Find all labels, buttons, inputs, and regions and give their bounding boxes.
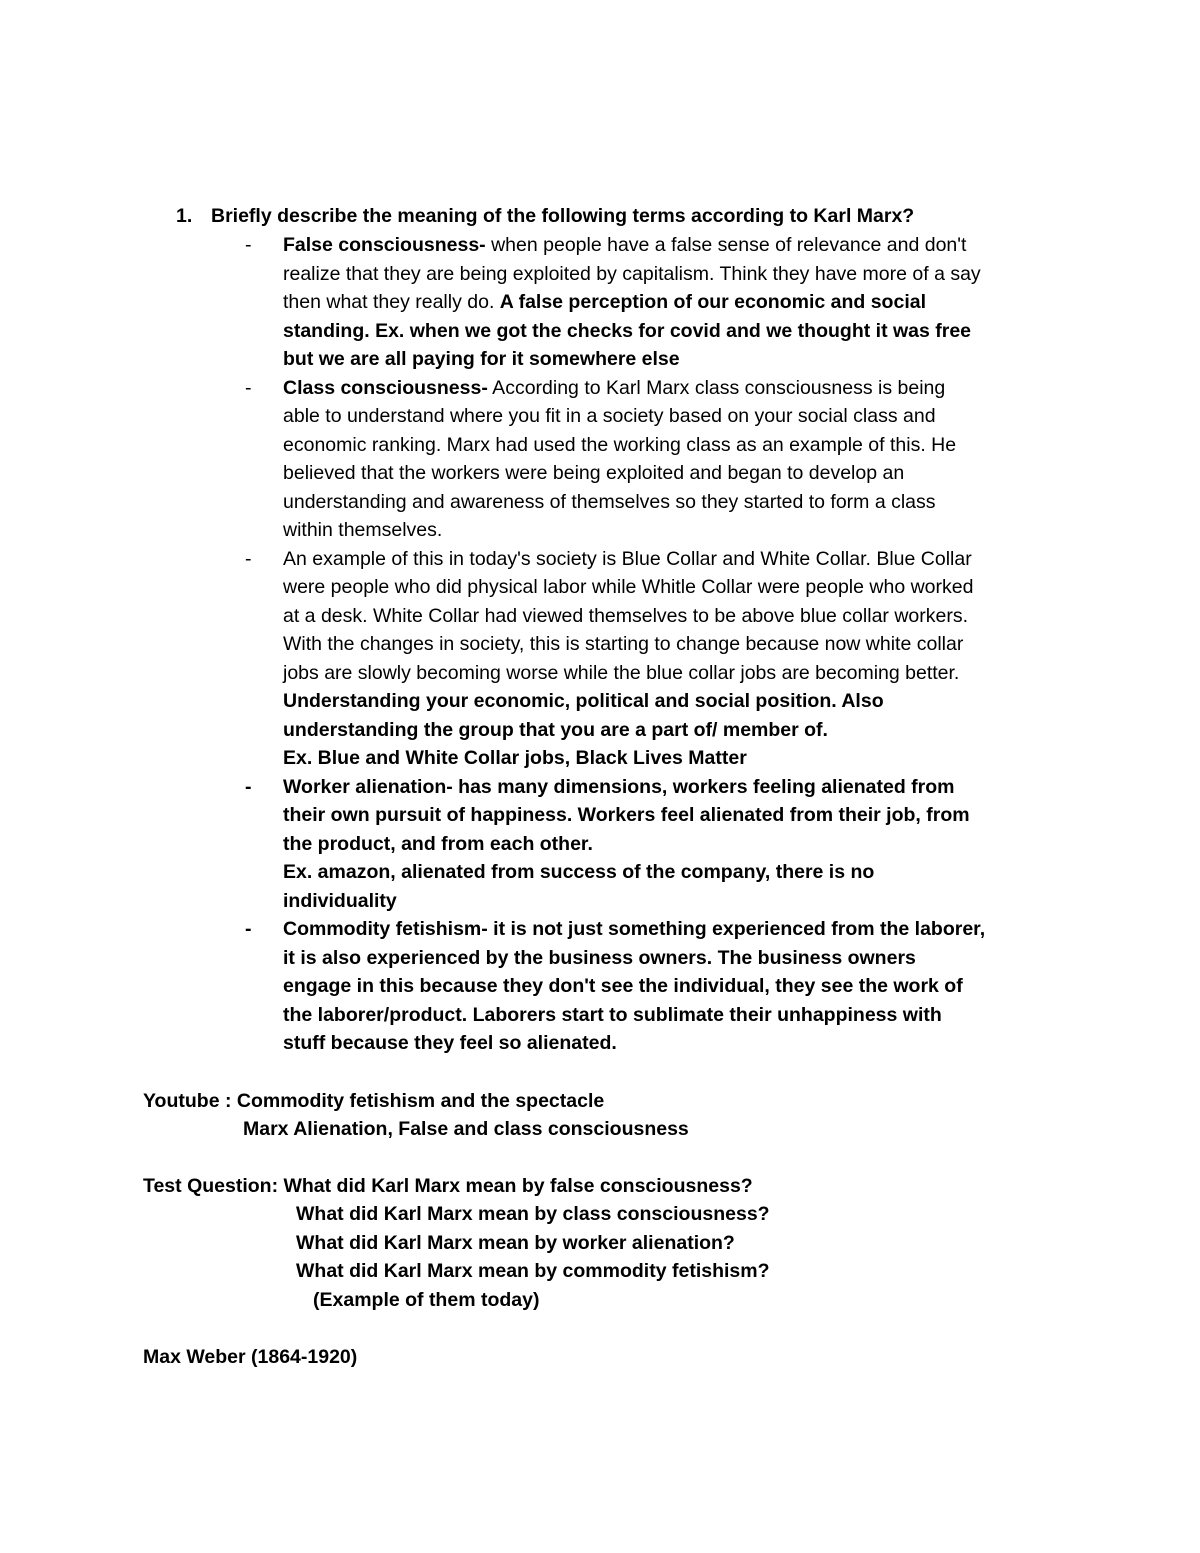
text-run: then what they really do. — [283, 291, 500, 313]
question-number: 1. — [176, 205, 193, 227]
test-question-line-3: What did Karl Marx mean by worker alienation? — [296, 1232, 735, 1254]
list-item-content — [283, 915, 1065, 1058]
list-item-collar-example — [245, 545, 1065, 773]
text-line: With the changes in society, this is starting to change because now white collar — [283, 633, 964, 655]
text-line: stuff because they feel so alienated. — [283, 1032, 617, 1054]
term-list — [245, 231, 1065, 1058]
list-item-false-consciousness — [245, 231, 1065, 374]
text-line: Worker alienation- has many dimensions, workers feeling alienated from — [283, 775, 955, 798]
list-item-class-consciousness — [245, 374, 1065, 545]
text-line: Commodity fetishism- it is not just something experienced from the laborer, — [283, 918, 986, 940]
test-question-line-2: What did Karl Marx mean by class consciousness? — [296, 1203, 770, 1225]
text-line: believed that the workers were being exploited and began to develop an — [283, 462, 905, 484]
list-dash: - — [245, 775, 252, 798]
text-line: Ex. Blue and White Collar jobs, Black Lives Matter — [283, 747, 747, 769]
text-line: it is also experienced by the business owners. The business owners — [283, 946, 916, 969]
text-line — [283, 288, 1065, 317]
term-label: Class consciousness- — [283, 376, 488, 399]
text-line: An example of this in today's society is Blue Collar and White Collar. Blue Collar — [283, 547, 972, 570]
test-question-line-4: What did Karl Marx mean by commodity fetishism? — [296, 1260, 770, 1282]
text-line: within themselves. — [283, 519, 443, 541]
text-run: when people have a false sense of relevance and don't — [485, 234, 967, 256]
list-dash: - — [245, 376, 252, 399]
list-item-content — [283, 374, 1065, 545]
text-line: understanding and awareness of themselves so they started to form a class — [283, 490, 936, 513]
text-line: realize that they are being exploited by capitalism. Think they have more of a say — [283, 262, 981, 285]
term-label: False consciousness- — [283, 234, 486, 256]
text-line — [283, 374, 1065, 403]
text-line: standing. Ex. when we got the checks for covid and we thought it was free — [283, 319, 972, 342]
text-line: the product, and from each other. — [283, 832, 593, 855]
youtube-line-2: Marx Alienation, False and class consciousness — [243, 1118, 689, 1140]
text-line: economic ranking. Marx had used the working class as an example of this. He — [283, 433, 957, 456]
list-dash: - — [245, 234, 252, 256]
text-line: individuality — [283, 889, 397, 912]
test-question-line-1: Test Question: What did Karl Marx mean by false consciousness? — [143, 1175, 753, 1197]
list-item-content — [283, 231, 1065, 374]
youtube-line-1: Youtube : Commodity fetishism and the spectacle — [143, 1090, 605, 1112]
text-line: at a desk. White Collar had viewed themselves to be above blue collar workers. — [283, 604, 969, 627]
test-question-example: (Example of them today) — [313, 1289, 540, 1311]
text-line: Understanding your economic, political and social position. Also — [283, 690, 884, 712]
text-line — [283, 231, 1065, 260]
text-line: their own pursuit of happiness. Workers feel alienated from their job, from — [283, 804, 970, 826]
text-line: able to understand where you fit in a society based on your social class and — [283, 405, 936, 427]
question-text: Briefly describe the meaning of the following terms according to Karl Marx? — [211, 205, 915, 227]
text-line: the laborer/product. Laborers start to sublimate their unhappiness with — [283, 1003, 942, 1026]
list-item-commodity-fetishism — [245, 915, 1065, 1058]
list-dash: - — [245, 547, 252, 570]
text-run: According to Karl Marx class consciousness is being — [487, 376, 946, 399]
list-item-content — [283, 545, 1065, 773]
text-line: engage in this because they don't see the individual, they see the work of — [283, 975, 963, 997]
text-line: were people who did physical labor while Whitle Collar were people who worked — [283, 576, 974, 598]
text-line: understanding the group that you are a part of/ member of. — [283, 718, 828, 741]
list-dash: - — [245, 918, 252, 940]
text-run-bold: A false perception of our economic and social — [499, 291, 926, 313]
text-line: but we are all paying for it somewhere else — [283, 348, 680, 370]
text-line: Ex. amazon, alienated from success of the company, there is no — [283, 861, 875, 883]
max-weber-heading: Max Weber (1864-1920) — [143, 1346, 358, 1368]
list-item-content — [283, 773, 1065, 916]
text-line: jobs are slowly becoming worse while the blue collar jobs are becoming better. — [283, 661, 960, 684]
list-item-worker-alienation — [245, 773, 1065, 916]
